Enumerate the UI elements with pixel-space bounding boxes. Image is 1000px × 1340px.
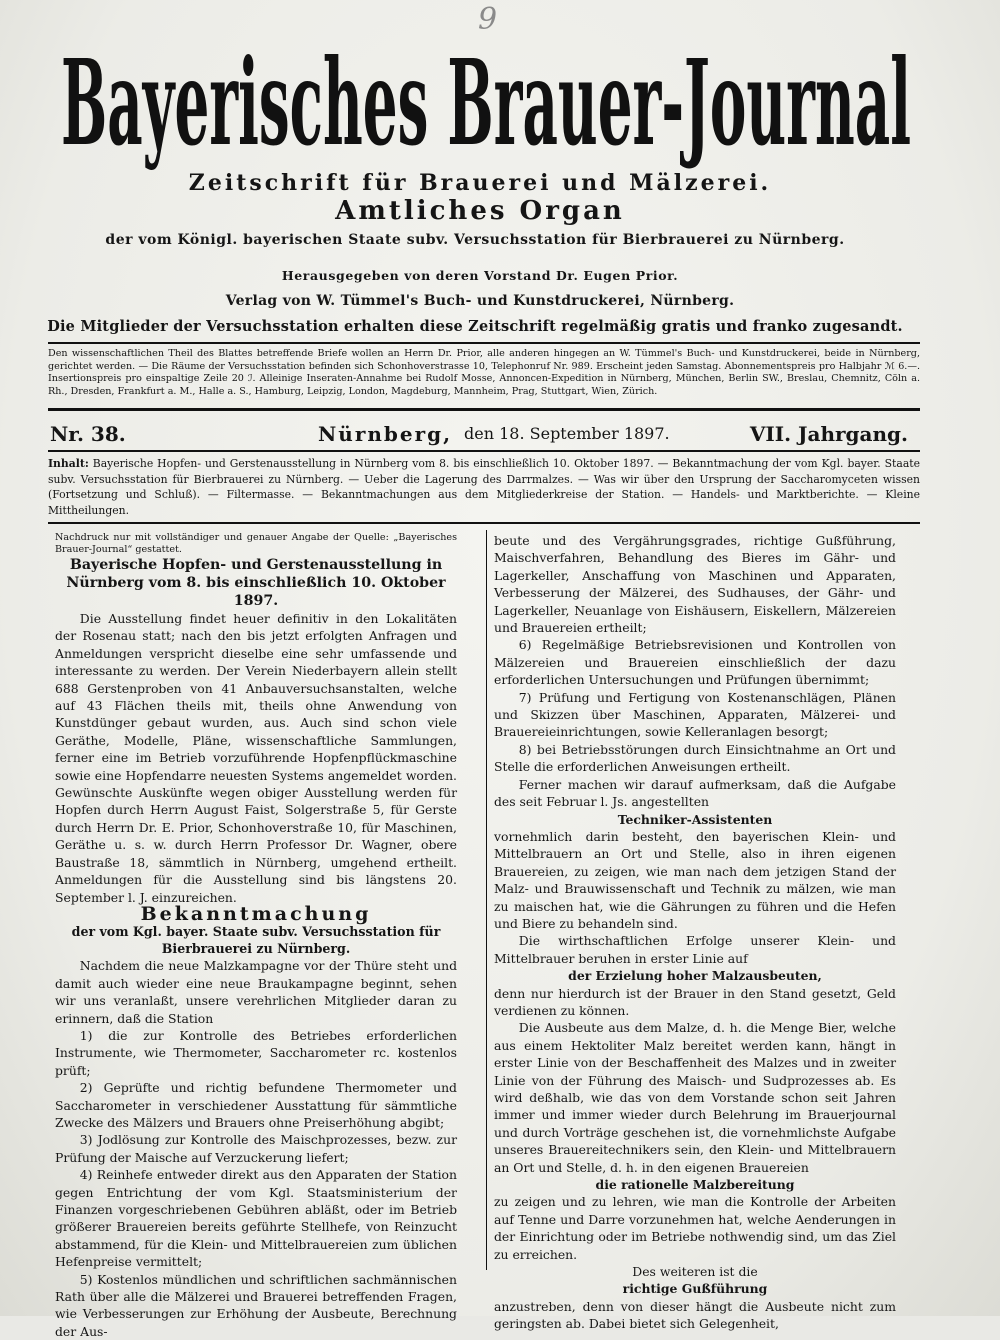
paragraph: Ferner machen wir darauf aufmerksam, daß die Aufgabe des seit Februar l. Js. angestellten bbox=[494, 776, 896, 810]
notice-intro: Nachdem die neue Malzkampagne vor der Thüre steht und damit auch wieder eine neue Braukampagne beginnt, sehen wir uns veranlaßt, unsere verehrlichen Mitglieder daran zu erinnern, daß die Station bbox=[55, 958, 457, 1026]
article-body: Die Ausstellung findet heuer definitiv in den Lokalitäten der Rosenau statt; nach den bis jetzt erfolgten Anfragen und Anmeldungen verspricht dieselbe eine sehr umfassende und interessante zu werden. Der Verein Niederbayern allein stellt 688 Gerstenproben von 41 Anbauversuchsanstalten, welche auf 43 Flächen theils mit, theils ohne Anwendung von Kunstdünger gebaut wurden, aus. Auch sind schon viele Geräthe, Modelle, Pläne, wissenschaftliche Sammlungen, ferner eine im Betrieb vorzuführende Hopfenpflückmaschine sowie eine Hopfendarre neuesten Systems angemeldet worden. Gewünschte Auskünfte wegen obiger Ausstellung werden für Hopfen durch Herrn August Faist, Solgerstraße 5, für Gerste durch Herrn Dr. E. Prior, Schonhoverstraße 10, für Maschinen, Geräthe u. s. w. durch Herrn Professor Dr. Wagner, obere Baustraße 18, sämmtlich in Nürnberg, umgehend ertheilt. Anmeldungen für die Ausstellung sind bis längstens 20. September l. J. einzureichen. bbox=[55, 611, 457, 905]
issue-rule-top bbox=[48, 408, 920, 411]
issue-line bbox=[48, 418, 920, 450]
right-column bbox=[494, 532, 896, 1332]
section-heading: richtige Gußführung bbox=[622, 1281, 768, 1297]
list-item: 4) Reinhefe entweder direkt aus den Apparaten der Station gegen Entrichtung der vom Kgl. Staatsministerium der Finanzen vorgeschriebenen Gebühren abläßt, oder im Betrieb größerer Brauereien bereits geführte Stellhefe, von Reinzucht abstammend, für die Klein- und Mittelbrauereien zum üblichen Hefenpreise vermittelt; bbox=[55, 1167, 457, 1270]
notice-heading: Bekanntmachung bbox=[140, 902, 372, 925]
organ-subheading: der vom Königl. bayerischen Staate subv. Versuchsstation für Bierbrauerei zu Nürnberg. bbox=[105, 232, 845, 248]
left-column bbox=[55, 532, 457, 1339]
header-rule bbox=[48, 342, 920, 344]
list-item: 3) Jodlösung zur Kontrolle des Maischprozesses, bezw. zur Prüfung der Maische auf Verzuckerung liefert; bbox=[55, 1132, 457, 1165]
paragraph: Die wirthschaftlichen Erfolge unserer Klein- und Mittelbrauer beruhen in erster Linie auf bbox=[494, 933, 896, 966]
paragraph: zu zeigen und zu lehren, wie man die Kontrolle der Arbeiten auf Tenne und Darre vorzunehmen hat, welche Aenderungen in der Einrichtung oder im Betriebe nothwendig sind, um das Ziel zu erreichen. bbox=[494, 1194, 896, 1262]
issue-date: den 18. September 1897. bbox=[464, 424, 670, 443]
organ-heading: Amtliches Organ bbox=[335, 196, 625, 226]
members-line: Die Mitglieder der Versuchsstation erhalten diese Zeitschrift regelmäßig gratis und franko zugesandt. bbox=[47, 318, 903, 335]
paragraph: Des weiteren ist die bbox=[632, 1264, 758, 1280]
journal-subtitle: Zeitschrift für Brauerei und Mälzerei. bbox=[188, 170, 772, 196]
reprint-notice: Nachdruck nur mit vollständiger und genauer Angabe der Quelle: „Bayerisches Brauer-Journal“ gestattet. bbox=[55, 532, 457, 555]
list-item: 1) die zur Kontrolle des Betriebes erforderlichen Instrumente, wie Thermometer, Saccharometer rc. kostenlos prüft; bbox=[55, 1027, 457, 1078]
contents-rule bbox=[48, 522, 920, 524]
article-title: Bayerische Hopfen- und Gerstenausstellung in Nürnberg vom 8. bis einschließlich 10. Oktober 1897. bbox=[66, 557, 446, 609]
journal-title: Bayerisches Brauer-Journal bbox=[61, 33, 911, 172]
notice-text: Den wissenschaftlichen Theil des Blattes betreffende Briefe wollen an Herrn Dr. Prior, alle anderen hingegen an W. Tümmel's Buch- und Kunstdruckerei, beide in Nürnberg, gerichtet werden. — Die Räume der Versuchsstation befinden sich Schonhoverstrasse 10, Telephonruf Nr. 989. Erscheint jeden Samstag. Abonnementspreis pro Halbjahr ℳ 6.—. Insertionspreis pro einspaltige Zeile 20 ℐ. Alleinige Inseraten-Annahme bei Rudolf Mosse, Annoncen-Expedition in Nürnberg, München, Berlin SW., Breslau, Chemnitz, Cöln a. Rh., Dresden, Frankfurt a. M., Halle a. S., Hamburg, Leipzig, London, Magdeburg, Mannheim, Prag, Stuttgart, Wien, Zürich. bbox=[48, 348, 920, 397]
continued-paragraph: beute und des Vergährungsgrades, richtige Gußführung, Maischverfahren, Behandlung des Bieres im Gähr- und Lagerkeller, Anschaffung von Maschinen und Apparaten, Verbesserung der Mälzerei, des Sudhauses, der Gähr- und Lagerkeller, Neuanlage von Eishäusern, Eiskellern, Mälzereien und Brauereien ertheilt; bbox=[494, 533, 896, 636]
contents-text: Bayerische Hopfen- und Gerstenausstellung in Nürnberg vom 8. bis einschließlich 10. Oktober 1897. — Bekanntmachung der vom Kgl. bayer. Staate subv. Versuchsstation für Bierbrauerei zu Nürnberg. — Ueber die Lagerung des Darrmalzes. — Was wir über den Ursprung der Saccharomyceten wissen (Fortsetzung und Schluß). — Filtermasse. — Bekanntmachungen aus dem Mitgliederkreise der Station. — Handels- und Marktberichte. — Kleine Mittheilungen. bbox=[48, 457, 920, 517]
list-item: 8) bei Betriebsstörungen durch Einsichtnahme an Ort und Stelle die erforderlichen Anweisungen ertheilt. bbox=[494, 741, 896, 775]
notice-subheading: der vom Kgl. bayer. Staate subv. Versuchsstation für Bierbrauerei zu Nürnberg. bbox=[71, 924, 441, 957]
section-heading: Techniker-Assistenten bbox=[617, 811, 773, 827]
contents-label: Inhalt: bbox=[48, 457, 89, 470]
table-of-contents bbox=[48, 456, 920, 518]
issue-place: Nürnberg, bbox=[318, 422, 453, 446]
issue-rule-bottom bbox=[48, 450, 920, 452]
paragraph: Die Ausbeute aus dem Malze, d. h. die Menge Bier, welche aus einem Hektoliter Malz bereitet werden kann, hängt in erster Linie von der Beschaffenheit des Malzes und in zweiter Linie von der Führung des Maisch- und Sudprozesses ab. Es wird deßhalb, wie das von dem Vorstande schon seit Jahren immer und immer wieder durch Belehrung im Brauerjournal und durch Vorträge geschehen ist, die vornehmlichste Aufgabe unseres Brauereitechnikers sein, den Klein- und Mittelbrauern an Ort und Stelle, d. h. in den eigenen Brauereien bbox=[494, 1020, 896, 1175]
list-item: 7) Prüfung und Fertigung von Kostenanschlägen, Plänen und Skizzen über Maschinen, Apparaten, Mälzerei- und Brauereieinrichtungen, sowie Kelleranlagen besorgt; bbox=[494, 689, 896, 740]
column-divider bbox=[486, 530, 487, 1270]
editor-line: Herausgegeben von deren Vorstand Dr. Eugen Prior. bbox=[281, 268, 679, 283]
pencil-page-number: 9 bbox=[478, 2, 498, 37]
list-item: 6) Regelmäßige Betriebsrevisionen und Kontrollen von Mälzereien und Brauereien einschließlich der dazu erforderlichen Untersuchungen und Prüfungen übernimmt; bbox=[494, 637, 896, 688]
issue-number: Nr. 38. bbox=[50, 422, 126, 446]
paragraph: vornehmlich darin besteht, den bayerischen Klein- und Mittelbrauern an Ort und Stelle, also in ihren eigenen Brauereien, zu zeigen, wie man nach dem jetzigen Stand der Malz- und Brauwissenschaft und Technik zu mälzen, wie man zu maischen hat, wie die Gährungen zu führen und die Hefen und Biere zu behandeln sind. bbox=[494, 828, 896, 931]
subscription-notice bbox=[48, 348, 920, 398]
section-heading: die rationelle Malzbereitung bbox=[595, 1177, 795, 1193]
section-heading: der Erzielung hoher Malzausbeuten, bbox=[568, 968, 822, 984]
list-item: 2) Geprüfte und richtig befundene Thermometer und Saccharometer in verschiedener Ausstattung für sämmtliche Zwecke des Mälzers und Brauers ohne Preiserhöhung abgibt; bbox=[55, 1080, 457, 1130]
publisher-line: Verlag von W. Tümmel's Buch- und Kunstdruckerei, Nürnberg. bbox=[225, 293, 735, 309]
list-item: 5) Kostenlos mündlichen und schriftlichen sachmännischen Rath über alle die Mälzerei und Brauerei betreffenden Fragen, wie Verbesserungen zur Erhöhung der Ausbeute, Berechnung der Aus- bbox=[55, 1271, 457, 1339]
paragraph: anzustreben, denn von dieser hängt die Ausbeute nicht zum geringsten ab. Dabei bietet sich Gelegenheit, bbox=[494, 1298, 896, 1332]
issue-volume: VII. Jahrgang. bbox=[749, 422, 908, 446]
masthead-title bbox=[56, 22, 916, 172]
paragraph: denn nur hierdurch ist der Brauer in den Stand gesetzt, Geld verdienen zu können. bbox=[494, 985, 896, 1018]
